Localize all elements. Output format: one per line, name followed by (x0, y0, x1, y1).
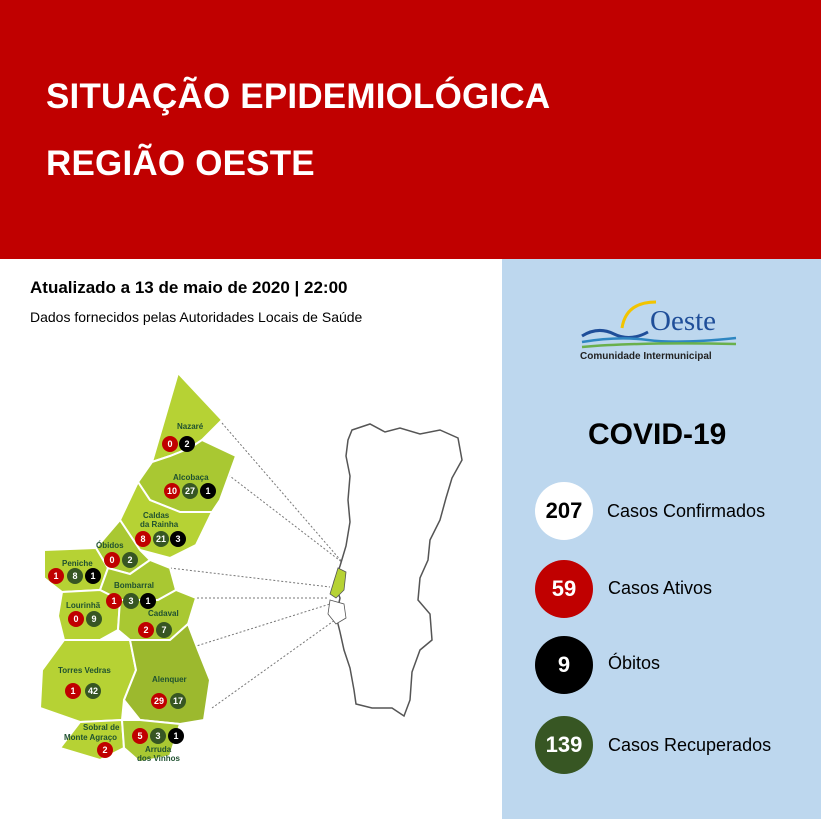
bubble-group-arruda (132, 728, 184, 744)
bubble-group-peniche (48, 568, 101, 584)
update-timestamp: Atualizado a 13 de maio de 2020 | 22:00 (30, 278, 348, 297)
deaths-label: Óbitos (608, 653, 661, 673)
header-banner (0, 0, 821, 259)
svg-text:10: 10 (166, 486, 178, 496)
svg-text:1: 1 (205, 486, 211, 496)
logo-wave-2 (582, 338, 736, 342)
label-caldas: Caldas (143, 511, 170, 520)
svg-text:1: 1 (173, 731, 179, 741)
svg-text:21: 21 (155, 534, 167, 544)
svg-text:2: 2 (184, 439, 190, 449)
page-title: SITUAÇÃO EPIDEMIOLÓGICA (46, 77, 551, 116)
recovered-count: 139 (535, 716, 593, 774)
summary-title: COVID-19 (588, 418, 727, 451)
svg-text:1: 1 (111, 596, 117, 606)
deaths-count: 9 (535, 636, 593, 694)
label-cadaval: Cadaval (148, 609, 179, 618)
bubble-group-caldas (135, 531, 186, 547)
page-subtitle: REGIÃO OESTE (46, 144, 315, 183)
svg-text:0: 0 (109, 555, 115, 565)
svg-text:8: 8 (140, 534, 146, 544)
label-dos-vinhos: dos Vinhos (137, 754, 180, 763)
label-bombarral: Bombarral (114, 581, 155, 590)
svg-text:9: 9 (91, 614, 97, 624)
confirmed-count: 207 (535, 482, 593, 540)
svg-text:2: 2 (143, 625, 149, 635)
svg-text:1: 1 (90, 571, 96, 581)
label-lourinha: Lourinhã (66, 601, 101, 610)
label-alenquer: Alenquer (152, 675, 187, 684)
label-arruda: Arruda (145, 745, 172, 754)
label-torres-vedras: Torres Vedras (58, 666, 111, 675)
label-sobral: Sobral de (83, 723, 120, 732)
confirmed-label: Casos Confirmados (607, 501, 766, 521)
svg-text:1: 1 (53, 571, 59, 581)
logo-wordmark: Oeste (650, 305, 717, 337)
active-count: 59 (535, 560, 593, 618)
bubble-group-sobral (97, 742, 113, 758)
svg-text:3: 3 (155, 731, 161, 741)
svg-text:42: 42 (87, 686, 99, 696)
label-peniche: Peniche (62, 559, 93, 568)
logo-wave-1 (582, 330, 648, 337)
svg-text:27: 27 (184, 486, 196, 496)
svg-text:2: 2 (127, 555, 133, 565)
svg-text:3: 3 (175, 534, 181, 544)
svg-text:5: 5 (137, 731, 143, 741)
bubble-group-alcobaca (164, 483, 216, 499)
svg-text:0: 0 (73, 614, 79, 624)
svg-text:17: 17 (172, 696, 184, 706)
logo-wave-3 (582, 343, 736, 347)
data-source-note: Dados fornecidos pelas Autoridades Locais de Saúde (30, 309, 363, 325)
svg-text:0: 0 (167, 439, 173, 449)
label-da-rainha: da Rainha (140, 520, 179, 529)
active-label: Casos Ativos (608, 578, 713, 598)
portugal-outline (334, 424, 462, 716)
svg-text:3: 3 (128, 596, 134, 606)
svg-text:1: 1 (145, 596, 151, 606)
label-obidos: Óbidos (96, 541, 124, 550)
bubble-group-bombarral (106, 593, 156, 609)
svg-text:29: 29 (153, 696, 165, 706)
logo-subtitle: Comunidade Intermunicipal (580, 351, 712, 362)
svg-text:7: 7 (161, 625, 167, 635)
svg-text:2: 2 (102, 745, 108, 755)
region-map (0, 259, 502, 819)
svg-text:8: 8 (72, 571, 78, 581)
recovered-label: Casos Recuperados (608, 735, 772, 755)
label-monte-agraco: Monte Agraço (64, 733, 118, 742)
svg-text:1: 1 (70, 686, 76, 696)
label-alcobaca: Alcobaça (173, 473, 209, 482)
label-nazare: Nazaré (177, 422, 204, 431)
